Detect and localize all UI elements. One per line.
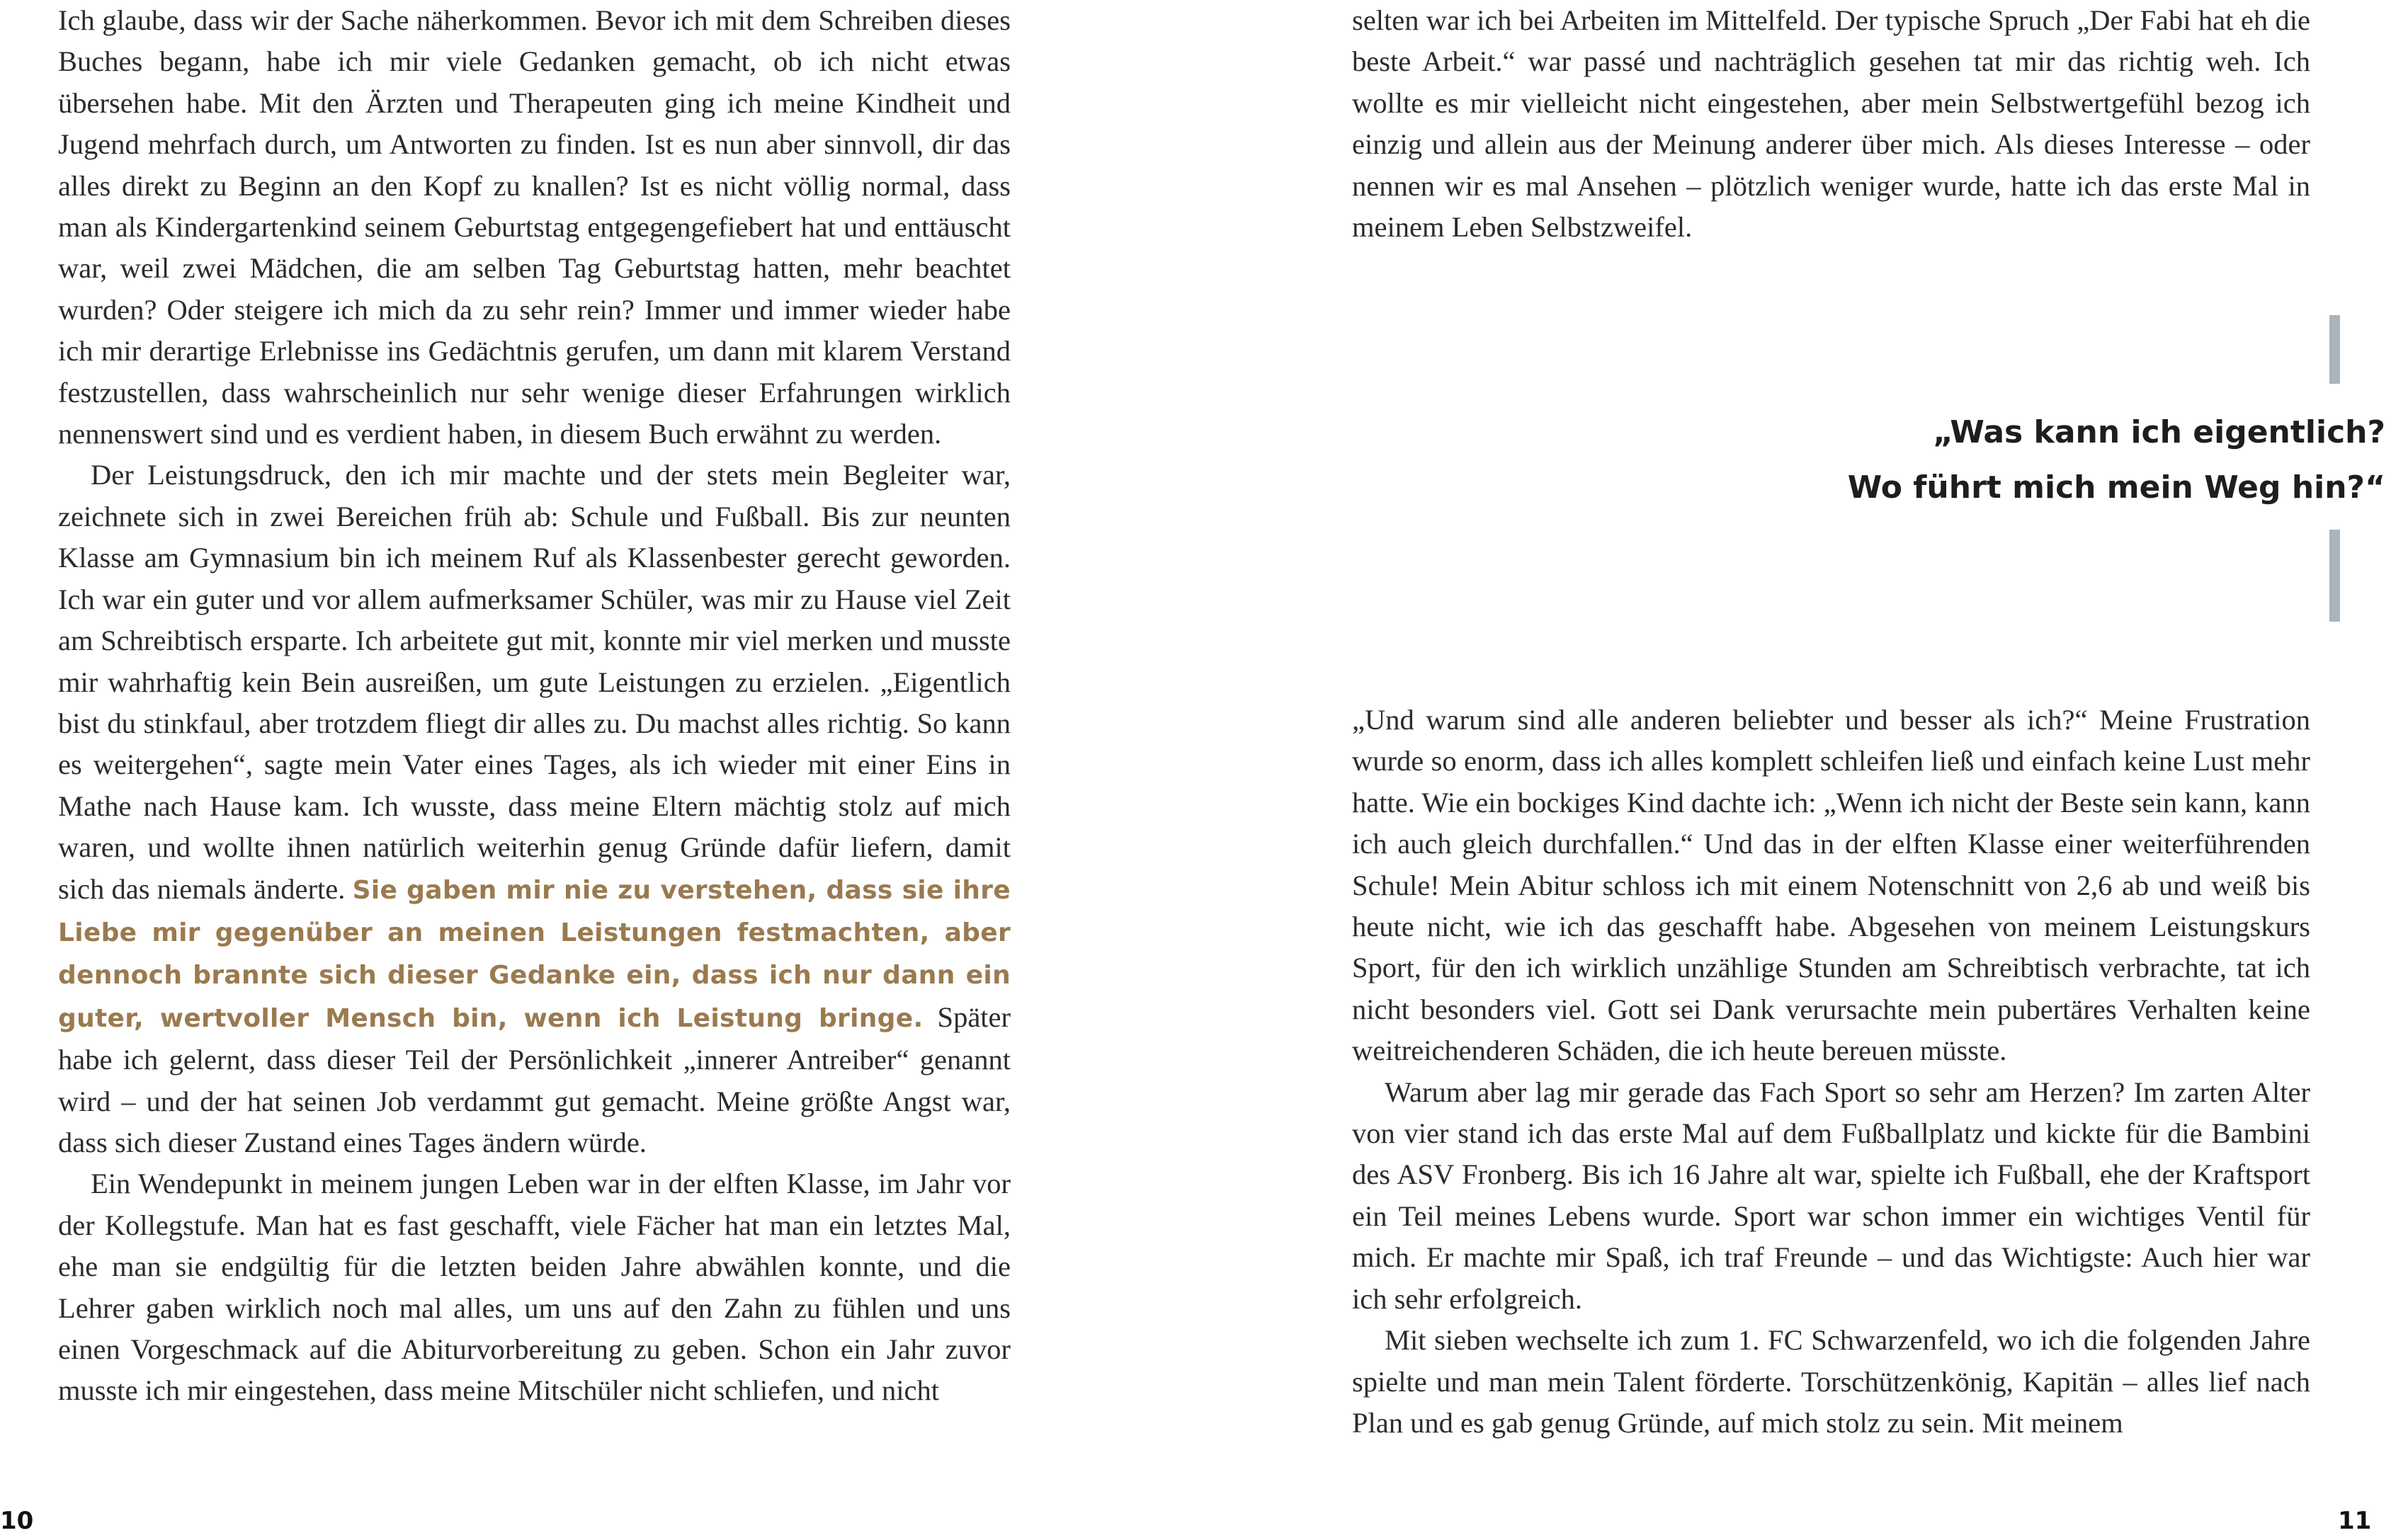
paragraph: Ich glaube, dass wir der Sache näherkommen. Bevor ich mit dem Schreiben dieses Buches begann, habe ich mir viele Gedanken gemacht, ob ich nicht etwas übersehen habe. Mit den Ärzten und Therapeuten ging ich meine Kindheit und Jugend mehrfach durch, um Antworten zu finden. Ist es nun aber sinnvoll, dir das alles direkt zu Beginn an den Kopf zu knallen? Ist es nicht völlig normal, dass man als Kindergartenkind seinem Geburtstag entgegengefiebert hat und enttäuscht war, weil zwei Mädchen, die am selben Tag Geburtstag hatten, mehr beachtet wurden? Oder steigere ich mich da zu sehr rein? Immer und immer wieder habe ich mir derartige Erlebnisse ins Gedächtnis gerufen, um dann mit klarem Verstand festzustellen, dass wahrscheinlich nur sehr wenige dieser Erfahrungen wirklich nennenswert sind und es verdient haben, in diesem Buch erwähnt zu werden. — [58, 4, 1011, 450]
pull-quote-line: „Was kann ich eigentlich? — [1933, 414, 2385, 450]
left-page-body — [58, 0, 1011, 1412]
pull-quote-bar-bottom — [2329, 530, 2340, 622]
page-number-right: 11 — [2338, 1507, 2372, 1535]
paragraph: selten war ich bei Arbeiten im Mittelfeld. Der typische Spruch „Der Fabi hat eh die beste Arbeit.“ war passé und nachträglich gesehen tat mir das richtig weh. Ich wollte es mir vielleicht nicht eingestehen, aber mein Selbstwertgefühl bezog ich einzig und allein aus der Meinung anderer über mich. Als dieses Interesse – oder nennen wir es mal Ansehen – plötzlich weniger wurde, hatte ich das erste Mal in meinem Leben Selbstzweifel. — [1352, 4, 2310, 244]
pull-quote-line: Wo führt mich mein Weg hin?“ — [1847, 469, 2385, 506]
paragraph: Warum aber lag mir gerade das Fach Sport so sehr am Herzen? Im zarten Alter von vier stand ich das erste Mal auf dem Fußballplatz und kickte für die Bambini des ASV Fronberg. Bis ich 16 Jahre alt war, spielte ich Fußball, ehe der Kraftsport ein Teil meines Lebens wurde. Sport war schon immer ein wichtiges Ventil für mich. Er machte mir Spaß, ich traf Freunde – und das Wichtigste: Auch hier war ich sehr erfolgreich. — [1352, 1076, 2310, 1315]
paragraph: „Und warum sind alle anderen beliebter und besser als ich?“ Meine Frustration wurde so enorm, dass ich alles komplett schleifen ließ und einfach keine Lust mehr hatte. Wie ein bockiges Kind dachte ich: „Wenn ich nicht der Beste sein kann, kann ich auch gleich durchfallen.“ Und das in der elften Klasse einer weiterführenden Schule! Mein Abitur schloss ich mit einem Notenschnitt von 2,6 ab und weiß bis heute nicht, wie ich das geschafft habe. Abgesehen von meinem Leistungskurs Sport, für den ich wirklich unzählige Stunden am Schreibtisch verbrachte, tat ich nicht besonders viel. Gott sei Dank verursachte mein pubertäres Verhalten keine weitreichenderen Schäden, die ich heute bereuen müsste. — [1352, 704, 2310, 1067]
pull-quote — [1848, 405, 2385, 515]
paragraph-text: Später habe ich gelernt, dass dieser Teil der Persönlichkeit „innerer Antreiber“ genannt wird – und der hat seinen Job verdammt gut gemacht. Meine größte Angst war, dass sich dieser Zustand eines Tages ändern würde. — [58, 1000, 1011, 1158]
paragraph — [58, 455, 1011, 1163]
paragraph: Mit sieben wechselte ich zum 1. FC Schwarzenfeld, wo ich die folgenden Jahre spielte und man mein Talent förderte. Torschützenkönig, Kapitän – alles lief nach Plan und es gab genug Gründe, auf mich stolz zu sein. Mit meinem — [1352, 1324, 2310, 1439]
paragraph-text: Der Leistungsdruck, den ich mir machte und der stets mein Begleiter war, zeichnete sich in zwei Bereichen früh ab: Schule und Fußball. Bis zur neunten Klasse am Gymnasium bin ich meinem Ruf als Klassenbester gerecht geworden. Ich war ein guter und vor allem aufmerksamer Schüler, was mir zu Hause viel Zeit am Schreibtisch ersparte. Ich arbeitete gut mit, konnte mir viel merken und musste mir wahrhaftig kein Bein ausreißen, um gute Leistungen zu erzielen. „Eigentlich bist du stinkfaul, aber trotzdem fliegt dir alles zu. Du machst alles richtig. So kann es weitergehen“, sagte mein Vater eines Tages, als ich wieder mit einer Eins in Mathe nach Hause kam. Ich wusste, dass meine Eltern mächtig stolz auf mich waren, und wollte ihnen natürlich weiterhin genug Gründe dafür liefern, damit sich das niemals änderte. — [58, 459, 1011, 905]
page-number-left: 10 — [0, 1507, 34, 1535]
right-page-body — [1352, 700, 2310, 1444]
pull-quote-bar-top — [2329, 315, 2340, 384]
paragraph: Ein Wendepunkt in meinem jungen Leben war in der elften Klasse, im Jahr vor der Kollegstufe. Man hat es fast geschafft, viele Fächer hat man ein letztes Mal, ehe man sie endgültig für die letzten beiden Jahre abwählen konnte, und die Lehrer gaben wirklich noch mal alles, um uns auf den Zahn zu fühlen und uns einen Vorgeschmack auf die Abiturvorbereitung zu geben. Schon ein Jahr zuvor musste ich mir eingestehen, dass meine Mitschüler nicht schliefen, und nicht — [58, 1168, 1011, 1407]
right-page-top-body — [1352, 0, 2310, 248]
highlighted-sentence: Sie gaben mir nie zu verstehen, dass sie ihre Liebe mir gegenüber an meinen Leistungen festmachten, aber dennoch brannte sich dieser Gedanke ein, dass ich nur dann ein guter, wertvoller Mensch bin, wenn ich Leistung bringe. — [58, 875, 1011, 1033]
